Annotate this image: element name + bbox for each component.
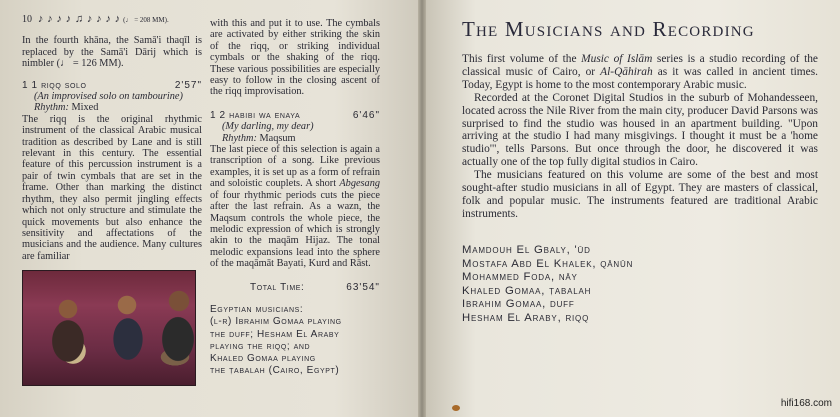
track-11-title: 1 1 riqq solo [22,79,87,91]
caption-line: playing the riqq; and [210,340,311,352]
caption-line: the ṭabalah (Cairo, Egypt) [210,365,340,377]
total-time-value: 63'54" [346,281,380,293]
rhythm-value: Maqsum [259,132,296,144]
caption-line: Khaled Gomaa playing [210,353,316,365]
page-title: The Musicians and Recording [462,17,755,41]
track-12-rhythm [210,133,380,144]
caption-line: the duff; Hesham El Araby [210,328,340,340]
musician-entry: Mostafa Abd El Khalek, qānūn [462,257,634,270]
paragraph-recording: Recorded at the Coronet Digital Studios in the suburb of Mohandesseen, located across the Nile River from the main city, producer David Parsons was surprised to find the studio was housed in an apartment building. "Upon arriving at the studio I had many misgivings. I thought it must be a 'home studio'", tells Parsons. But once through the door, he discovered it was actually one of the top fully digital studios in Cairo. [462,91,818,169]
musician-entry: Mamdouh El Gbaly, 'ūd [462,244,591,256]
musician-entry: Hesham El Araby, riqq [462,311,590,324]
left-booklet-page [0,0,418,417]
rhythm-value: Mixed [71,102,99,114]
watermark: hifi168.com [780,398,832,409]
photo-caption [210,304,390,378]
musicians-list [462,244,762,326]
page-number: 10 [22,14,32,25]
track-11-duration: 2'57" [174,79,202,91]
recording-text [462,53,818,221]
riqq-continued-text: with this and put it to use. The cymbals are activated by either striking the skin of the riqq, or striking individual cymbals or the shaking of the riqq. These various possibilities are especially easy to follow in the closing ascent of the riqq improvisation. [210,18,380,98]
musicians-photo [22,270,196,386]
paragraph-musicians: The musicians featured on this volume are some of the best and most sought-after studio musicians in all of Egypt. They are masters of classical, folk and popular music. The instruments featured are traditional Arabic instruments. [462,169,818,220]
track-11-subtitle: (An improvised solo on tambourine) [34,91,183,103]
track-12-body: The last piece of this selection is again a transcription of a song. Like previous examples, it is set up as a form of refrain and soloistic couplets. A short Abgesang of four rhythmic periods cuts the piece after the last refrain. As a wazn, the Maqsum controls the whole piece, the melodic expression of which is strongly akin to the maqām Hijaz. The tonal melodic expansions lead into the sphere of the maqāmāt Bayati, Kurd and Rāst. [210,144,380,270]
musician-entry: Ibrahim Gomaa, duff [462,298,575,311]
musician-entry: Mohammed Foda, nāy [462,271,578,284]
tempo-note: (♩ = 208 MM). [123,16,169,24]
track-12-subtitle: (My darling, my dear) [222,121,314,133]
total-time-label: Total Time: [250,281,305,293]
track-11-header [22,80,202,91]
page-header [22,14,202,26]
left-column-1 [22,14,202,262]
musician-entry: Khaled Gomaa, ṭabalah [462,284,592,297]
track-12-title: 1 2 habibi wa enaya [210,109,301,121]
booklet-spine [418,0,426,417]
rhythm-label: Rhythm: [34,102,69,114]
track-11-rhythm [22,102,202,113]
intro-paragraph: In the fourth khāna, the Samā'i thaqīl is replaced by the Samā'i Dārij which is nimbler (♩ = 126 MM). [22,35,202,70]
paragraph-intro: This first volume of the Music of Islām series is a studio recording of the classical music of Cairo, or Al-Qāhirah as it was called in ancient times. Today, Egypt is home to the most contemporary Arabic music. [462,53,818,91]
music-notes-icon: ♪ ♪ ♪ ♪ ♫ ♪ ♪ ♪ ♪ [34,13,121,25]
caption-heading: Egyptian musicians: [210,304,304,315]
caption-line: (l-r) Ibrahim Gomaa playing [210,316,342,328]
rhythm-label: Rhythm: [222,132,257,144]
track-12-header [210,110,380,121]
total-time [210,282,380,293]
track-11-block [22,80,202,263]
track-11-body: The riqq is the original rhythmic instrument of the classical Arabic musical tradition as described by Lane and is still relevant in this century. The essential feature of this percussion instrument is a pair of twin cymbals that are set in the frame. Other than marking the distinct rhythm, they also permit jingling effects which not only structure and stimulate the quick movements but also enhance the sensitivity and affectations of the musicians and the audience. Many cultures are familiar [22,113,202,262]
track-12-duration: 6'46" [352,109,380,121]
track-12-block [210,110,380,270]
left-column-2 [210,18,380,293]
page-stain [452,405,460,411]
